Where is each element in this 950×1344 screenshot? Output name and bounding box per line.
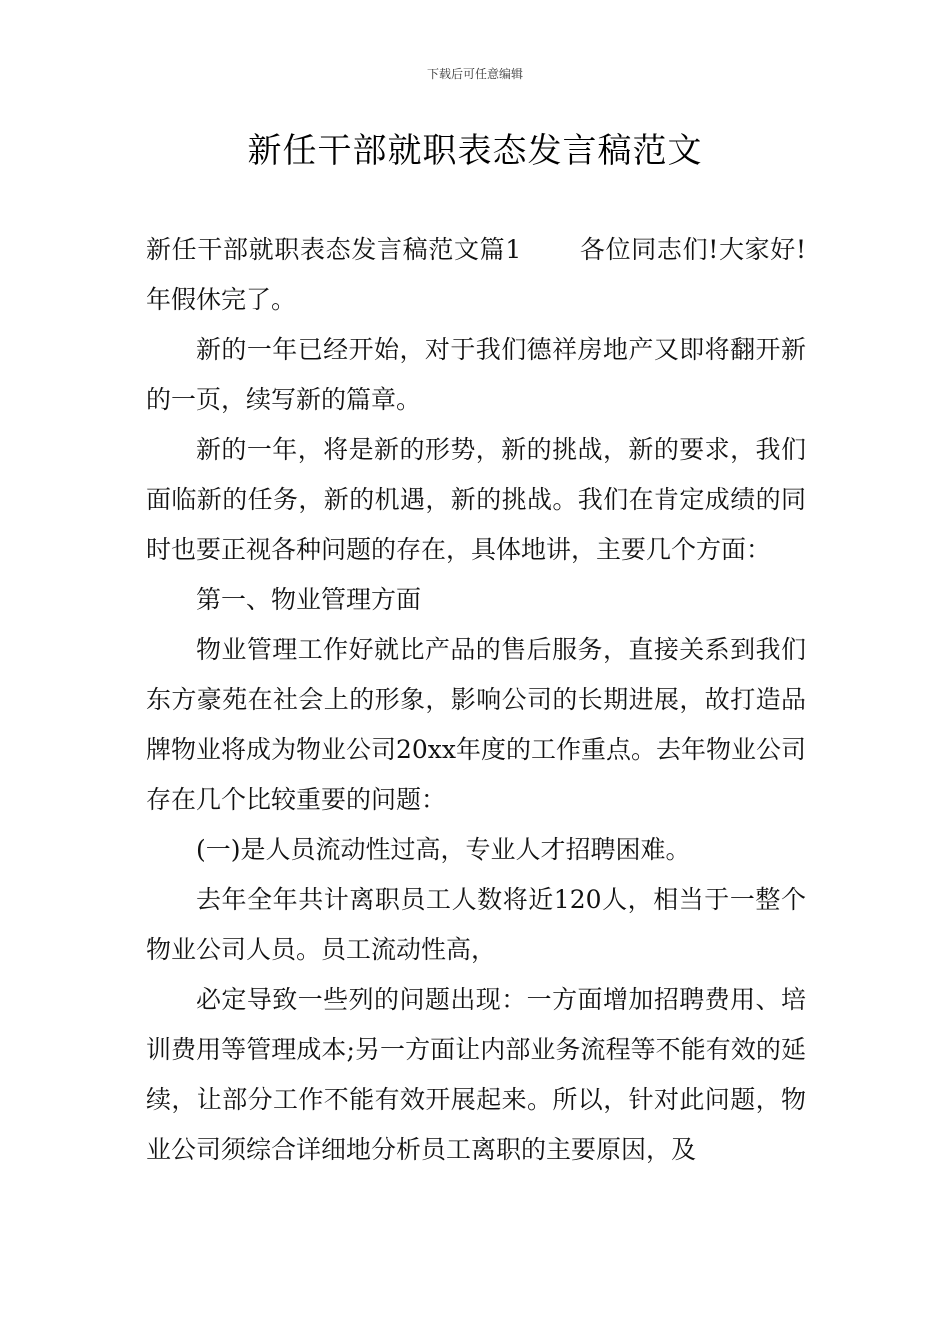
intro-paragraph: [146, 225, 806, 325]
paragraph-2: 新的一年，将是新的形势，新的挑战，新的要求，我们面临新的任务，新的机遇，新的挑战。我们在肯定成绩的同时也要正视各种问题的存在，具体地讲，主要几个方面：: [146, 435, 806, 564]
subsection-heading-1: (一)是人员流动性过高，专业人才招聘困难。: [196, 835, 691, 864]
intro-rest: 各位同志们!大家好!年假休完了。: [146, 235, 806, 314]
section-heading-property-management: 第一、物业管理方面: [196, 585, 422, 614]
document-title: 新任干部就职表态发言稿范文: [247, 131, 703, 171]
paragraph-5: 必定导致一些列的问题出现：一方面增加招聘费用、培训费用等管理成本;另一方面让内部业务流程等不能有效的延续，让部分工作不能有效开展起来。所以，针对此问题，物业公司须综合详细地分析员工离职的主要原因，及: [146, 985, 806, 1164]
paragraph-4: 去年全年共计离职员工人数将近120人，相当于一整个物业公司人员。员工流动性高，: [146, 885, 806, 964]
document-body: [146, 225, 806, 1175]
intro-lead: 新任干部就职表态发言稿范文篇1: [146, 235, 522, 264]
paragraph-1: 新的一年已经开始，对于我们德祥房地产又即将翻开新的一页，续写新的篇章。: [146, 335, 806, 414]
paragraph-3: 物业管理工作好就比产品的售后服务，直接关系到我们东方豪苑在社会上的形象，影响公司的长期进展，故打造品牌物业将成为物业公司20xx年度的工作重点。去年物业公司存在几个比较重要的问题：: [146, 635, 807, 814]
page-header-note: 下载后可任意编辑: [426, 67, 523, 81]
